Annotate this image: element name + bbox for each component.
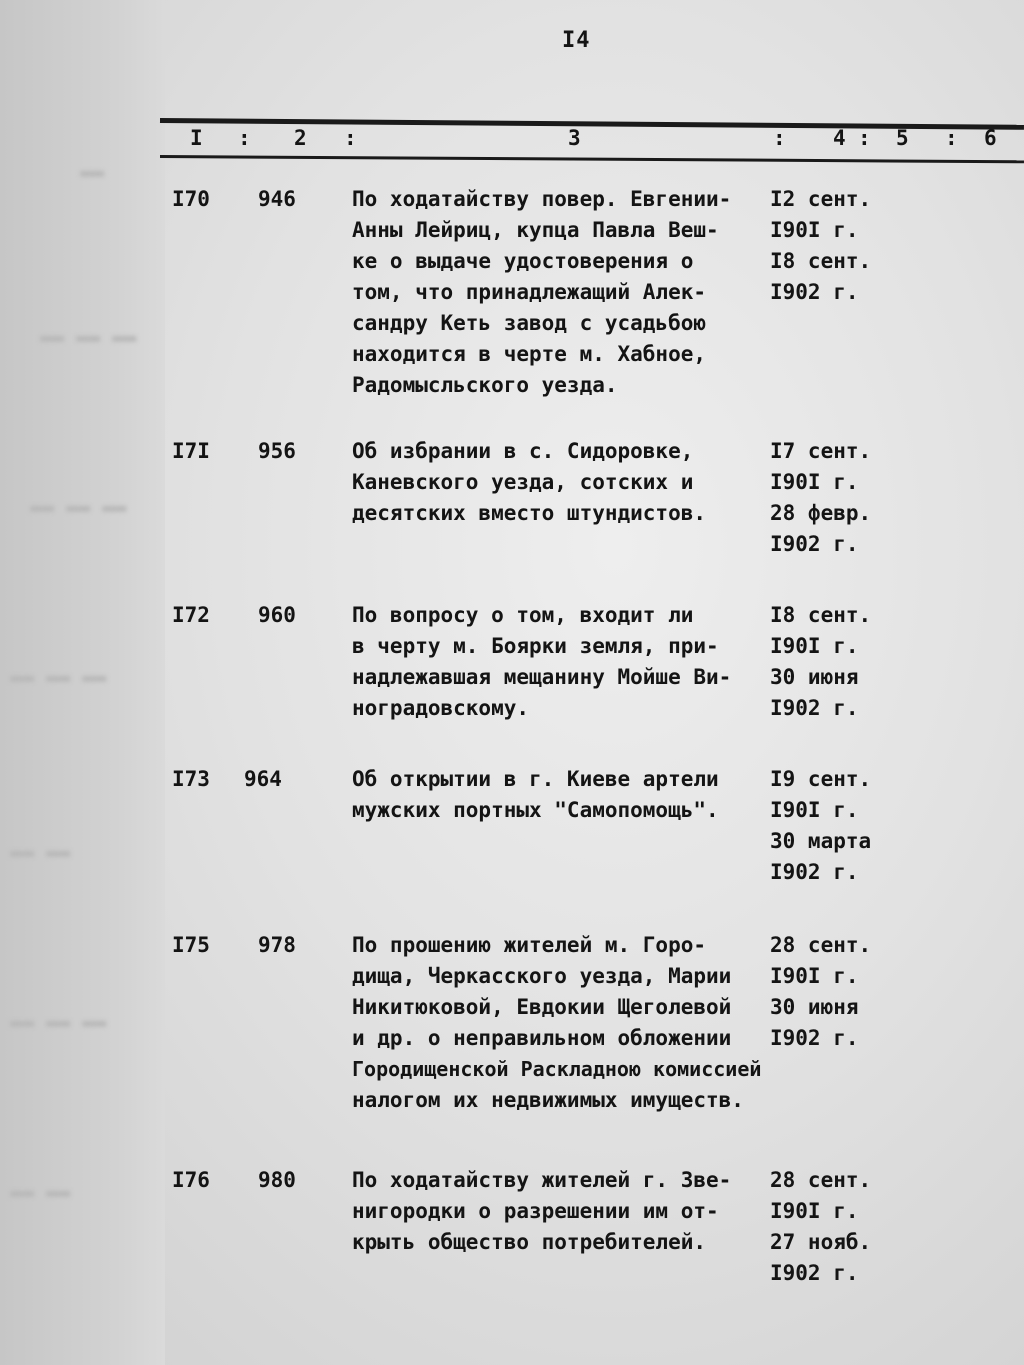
bleed-through-mark: ▬▬ ▬▬ ▬▬ — [10, 1010, 107, 1034]
column-header-5: 5 — [896, 126, 909, 150]
entry-description-line: Радомысльского уезда. — [352, 373, 618, 397]
entry-description-line: Об избрании в с. Сидоровке, — [352, 439, 694, 463]
entry-date-line: I90I г. — [770, 470, 859, 494]
column-header-1: I — [190, 126, 203, 150]
entry-file-code: 964 — [244, 767, 282, 791]
entry-description-line: в черту м. Боярки земля, при- — [352, 634, 719, 658]
entry-description-line: Об открытии в г. Киеве артели — [352, 767, 719, 791]
entry-number: I73 — [172, 767, 210, 791]
column-header-6: 6 — [984, 126, 997, 150]
entry-description-line: По ходатайству повер. Евгении- — [352, 187, 732, 211]
entry-date-line: I90I г. — [770, 964, 859, 988]
bleed-through-mark: ▬▬ ▬▬ — [10, 840, 71, 864]
entry-description-line: нигородки о разрешении им от- — [352, 1199, 719, 1223]
entry-date-line: I90I г. — [770, 1199, 859, 1223]
entry-file-code: 956 — [258, 439, 296, 463]
entry-number: I75 — [172, 933, 210, 957]
entry-date-line: I902 г. — [770, 1261, 859, 1285]
entry-description-line: десятских вместо штундистов. — [352, 501, 707, 525]
entry-date-line: I8 сент. — [770, 249, 872, 273]
entry-description-line: По прошению жителей м. Горо- — [352, 933, 707, 957]
entry-number: I72 — [172, 603, 210, 627]
entry-file-code: 946 — [258, 187, 296, 211]
entry-file-code: 980 — [258, 1168, 296, 1192]
bleed-through-mark: ▬▬ ▬▬ ▬▬ — [30, 495, 127, 519]
entry-number: I70 — [172, 187, 210, 211]
entry-date-line: I902 г. — [770, 532, 859, 556]
entry-description-line: том, что принадлежащий Алек- — [352, 280, 707, 304]
column-separator: : — [858, 126, 871, 150]
header-rule-bottom — [160, 155, 1024, 163]
entry-description-line: Анны Лейриц, купца Павла Веш- — [352, 218, 719, 242]
entry-date-line: 28 сент. — [770, 933, 872, 957]
bleed-through-mark: ▬▬ ▬▬ ▬▬ — [40, 325, 137, 349]
entry-date-line: I8 сент. — [770, 603, 872, 627]
entry-file-code: 978 — [258, 933, 296, 957]
entry-date-line: I902 г. — [770, 280, 859, 304]
entry-description-line: ке о выдаче удостоверения о — [352, 249, 694, 273]
entry-description-line: ноградовскому. — [352, 696, 530, 720]
entry-description-line: Городищенской Раскладною комиссией — [352, 1057, 762, 1081]
entry-date-line: I2 сент. — [770, 187, 872, 211]
entry-date-line: I9 сент. — [770, 767, 872, 791]
page-number: I4 — [562, 28, 591, 53]
entry-date-line: I7 сент. — [770, 439, 872, 463]
entry-date-line: I902 г. — [770, 860, 859, 884]
entry-date-line: I90I г. — [770, 218, 859, 242]
entry-date-line: I90I г. — [770, 798, 859, 822]
column-header-4: 4 — [833, 126, 846, 150]
bleed-through-mark: ▬▬ ▬▬ ▬▬ — [10, 665, 107, 689]
entry-date-line: I902 г. — [770, 1026, 859, 1050]
column-header-2: 2 — [294, 126, 307, 150]
entry-description-line: По ходатайству жителей г. Зве- — [352, 1168, 732, 1192]
entry-number: I7I — [172, 439, 210, 463]
column-separator: : — [344, 126, 357, 150]
column-separator: : — [238, 126, 251, 150]
bleed-through-mark: ▬▬ ▬▬ — [10, 1180, 71, 1204]
header-rule-top — [160, 118, 1024, 130]
entry-description-line: дища, Черкасского уезда, Марии — [352, 964, 732, 988]
entry-description-line: налогом их недвижимых имуществ. — [352, 1088, 744, 1112]
entry-description-line: крыть общество потребителей. — [352, 1230, 707, 1254]
bleed-through-mark: ▬▬ — [80, 160, 105, 184]
entry-date-line: 30 июня — [770, 665, 859, 689]
entry-date-line: 30 марта — [770, 829, 872, 853]
entry-description-line: надлежавшая мещанину Мойше Ви- — [352, 665, 732, 689]
entry-date-line: 30 июня — [770, 995, 859, 1019]
entry-description-line: По вопросу о том, входит ли — [352, 603, 694, 627]
entry-date-line: I90I г. — [770, 634, 859, 658]
entry-description-line: Никитюковой, Евдокии Щеголевой — [352, 995, 732, 1019]
entry-description-line: Каневского уезда, сотских и — [352, 470, 694, 494]
entry-number: I76 — [172, 1168, 210, 1192]
entry-description-line: мужских портных "Самопомощь". — [352, 798, 719, 822]
entry-description-line: и др. о неправильном обложении — [352, 1026, 732, 1050]
entry-date-line: 28 сент. — [770, 1168, 872, 1192]
entry-date-line: I902 г. — [770, 696, 859, 720]
column-separator: : — [773, 126, 786, 150]
entry-date-line: 28 февр. — [770, 501, 872, 525]
column-header-3: 3 — [568, 126, 581, 150]
column-separator: : — [945, 126, 958, 150]
entry-date-line: 27 нояб. — [770, 1230, 872, 1254]
entry-description-line: сандру Кеть завод с усадьбою — [352, 311, 707, 335]
entry-description-line: находится в черте м. Хабное, — [352, 342, 707, 366]
entry-file-code: 960 — [258, 603, 296, 627]
